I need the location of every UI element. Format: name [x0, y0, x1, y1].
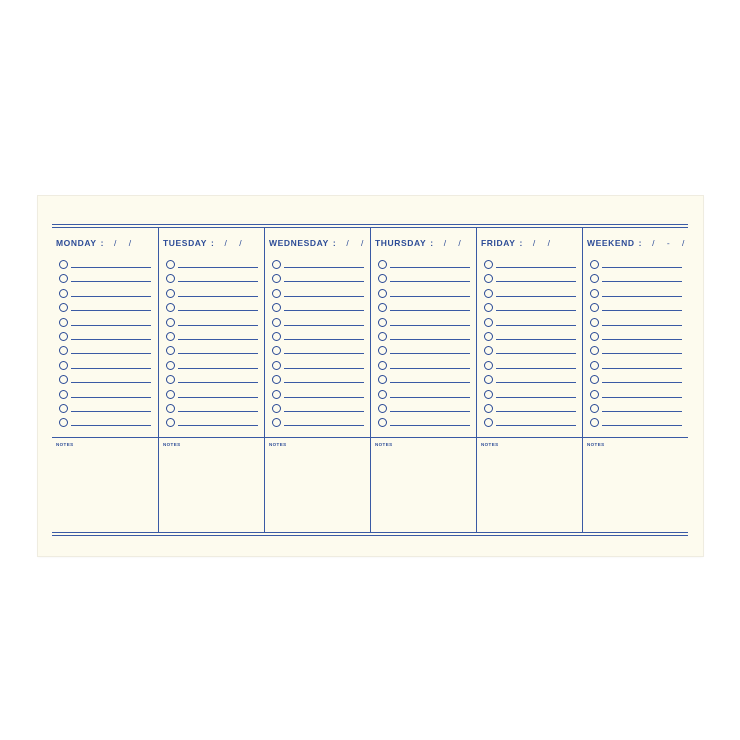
- task-write-line[interactable]: [284, 281, 364, 282]
- date-field[interactable]: / - /: [652, 238, 690, 248]
- task-write-line[interactable]: [496, 339, 576, 340]
- task-item: [166, 388, 258, 402]
- circle-checkbox-icon[interactable]: [590, 361, 599, 370]
- task-write-line[interactable]: [178, 397, 258, 398]
- date-field[interactable]: / /: [224, 238, 247, 248]
- circle-checkbox-icon[interactable]: [484, 303, 493, 312]
- task-write-line[interactable]: [284, 353, 364, 354]
- task-write-line[interactable]: [602, 325, 682, 326]
- circle-checkbox-icon[interactable]: [272, 404, 281, 413]
- task-item: [590, 344, 682, 358]
- circle-checkbox-icon[interactable]: [272, 361, 281, 370]
- circle-checkbox-icon[interactable]: [378, 332, 387, 341]
- day-column-friday: [476, 228, 582, 532]
- task-item: [378, 402, 470, 416]
- day-header: [56, 238, 136, 248]
- notes-label: NOTES: [56, 442, 74, 447]
- task-write-line[interactable]: [602, 310, 682, 311]
- circle-checkbox-icon[interactable]: [590, 375, 599, 384]
- task-write-line[interactable]: [390, 281, 470, 282]
- task-item: [166, 402, 258, 416]
- task-write-line[interactable]: [71, 325, 151, 326]
- day-column-wednesday: [264, 228, 370, 532]
- task-item: [166, 359, 258, 373]
- task-item: [378, 316, 470, 330]
- circle-checkbox-icon[interactable]: [590, 289, 599, 298]
- task-write-line[interactable]: [390, 382, 470, 383]
- task-item: [484, 301, 576, 315]
- task-write-line[interactable]: [284, 411, 364, 412]
- task-write-line[interactable]: [284, 368, 364, 369]
- notes-divider: [371, 437, 476, 438]
- task-write-line[interactable]: [71, 382, 151, 383]
- task-write-line[interactable]: [602, 339, 682, 340]
- notes-label: NOTES: [163, 442, 181, 447]
- task-item: [272, 272, 364, 286]
- day-colon: :: [100, 238, 105, 248]
- circle-checkbox-icon[interactable]: [59, 332, 68, 341]
- task-item: [166, 301, 258, 315]
- task-write-line[interactable]: [284, 296, 364, 297]
- circle-checkbox-icon[interactable]: [59, 361, 68, 370]
- circle-checkbox-icon[interactable]: [484, 418, 493, 427]
- circle-checkbox-icon[interactable]: [590, 260, 599, 269]
- circle-checkbox-icon[interactable]: [378, 260, 387, 269]
- task-write-line[interactable]: [496, 281, 576, 282]
- task-write-line[interactable]: [284, 397, 364, 398]
- circle-checkbox-icon[interactable]: [272, 289, 281, 298]
- circle-checkbox-icon[interactable]: [590, 274, 599, 283]
- task-item: [272, 359, 364, 373]
- day-header: [163, 238, 247, 248]
- task-item: [484, 330, 576, 344]
- circle-checkbox-icon[interactable]: [378, 318, 387, 327]
- task-item: [166, 416, 258, 430]
- notes-label: NOTES: [375, 442, 393, 447]
- task-write-line[interactable]: [390, 368, 470, 369]
- circle-checkbox-icon[interactable]: [378, 375, 387, 384]
- task-item: [59, 330, 151, 344]
- circle-checkbox-icon[interactable]: [272, 390, 281, 399]
- task-write-line[interactable]: [71, 397, 151, 398]
- task-write-line[interactable]: [390, 339, 470, 340]
- task-write-line[interactable]: [496, 382, 576, 383]
- circle-checkbox-icon[interactable]: [378, 274, 387, 283]
- task-item: [590, 416, 682, 430]
- notes-label: NOTES: [587, 442, 605, 447]
- circle-checkbox-icon[interactable]: [590, 418, 599, 427]
- task-write-line[interactable]: [284, 267, 364, 268]
- task-write-line[interactable]: [71, 281, 151, 282]
- day-column-monday: [52, 228, 158, 532]
- notes-divider: [583, 437, 688, 438]
- task-write-line[interactable]: [602, 368, 682, 369]
- circle-checkbox-icon[interactable]: [59, 404, 68, 413]
- task-item: [590, 272, 682, 286]
- circle-checkbox-icon[interactable]: [378, 289, 387, 298]
- circle-checkbox-icon[interactable]: [59, 375, 68, 384]
- task-write-line[interactable]: [390, 267, 470, 268]
- day-colon: :: [638, 238, 643, 248]
- notes-divider: [265, 437, 370, 438]
- circle-checkbox-icon[interactable]: [590, 404, 599, 413]
- task-write-line[interactable]: [390, 310, 470, 311]
- task-item: [378, 272, 470, 286]
- task-item: [272, 301, 364, 315]
- task-item: [590, 258, 682, 272]
- circle-checkbox-icon[interactable]: [59, 390, 68, 399]
- circle-checkbox-icon[interactable]: [272, 375, 281, 384]
- task-item: [484, 258, 576, 272]
- task-item: [590, 316, 682, 330]
- task-item: [484, 373, 576, 387]
- day-header: [481, 238, 555, 248]
- day-name: TUESDAY: [163, 238, 208, 248]
- task-write-line[interactable]: [71, 353, 151, 354]
- task-item: [272, 316, 364, 330]
- task-item: [378, 287, 470, 301]
- circle-checkbox-icon[interactable]: [590, 346, 599, 355]
- circle-checkbox-icon[interactable]: [59, 289, 68, 298]
- task-item: [378, 258, 470, 272]
- task-item: [272, 402, 364, 416]
- task-item: [59, 416, 151, 430]
- task-write-line[interactable]: [602, 281, 682, 282]
- circle-checkbox-icon[interactable]: [378, 303, 387, 312]
- date-field[interactable]: / /: [114, 238, 137, 248]
- circle-checkbox-icon[interactable]: [59, 303, 68, 312]
- task-item: [590, 301, 682, 315]
- weekly-planner-grid: [52, 224, 688, 536]
- day-colon: :: [519, 238, 523, 248]
- circle-checkbox-icon[interactable]: [484, 404, 493, 413]
- task-write-line[interactable]: [496, 411, 576, 412]
- day-colon: :: [332, 238, 337, 248]
- circle-checkbox-icon[interactable]: [166, 289, 175, 298]
- circle-checkbox-icon[interactable]: [484, 390, 493, 399]
- task-item: [378, 416, 470, 430]
- circle-checkbox-icon[interactable]: [378, 404, 387, 413]
- task-item: [272, 330, 364, 344]
- task-write-line[interactable]: [390, 397, 470, 398]
- task-write-line[interactable]: [496, 397, 576, 398]
- task-item: [590, 402, 682, 416]
- task-write-line[interactable]: [496, 310, 576, 311]
- task-checklist: [378, 258, 470, 431]
- task-write-line[interactable]: [284, 425, 364, 426]
- circle-checkbox-icon[interactable]: [272, 332, 281, 341]
- circle-checkbox-icon[interactable]: [272, 274, 281, 283]
- task-write-line[interactable]: [496, 296, 576, 297]
- task-item: [378, 359, 470, 373]
- day-column-weekend: [582, 228, 688, 532]
- circle-checkbox-icon[interactable]: [59, 418, 68, 427]
- task-checklist: [272, 258, 364, 431]
- circle-checkbox-icon[interactable]: [166, 332, 175, 341]
- task-item: [166, 258, 258, 272]
- circle-checkbox-icon[interactable]: [484, 332, 493, 341]
- task-item: [484, 287, 576, 301]
- day-colon: :: [211, 238, 215, 248]
- task-write-line[interactable]: [284, 325, 364, 326]
- circle-checkbox-icon[interactable]: [378, 390, 387, 399]
- task-write-line[interactable]: [390, 353, 470, 354]
- task-write-line[interactable]: [178, 368, 258, 369]
- task-checklist: [484, 258, 576, 431]
- day-column-thursday: [370, 228, 476, 532]
- circle-checkbox-icon[interactable]: [166, 260, 175, 269]
- task-write-line[interactable]: [496, 353, 576, 354]
- task-item: [272, 287, 364, 301]
- task-write-line[interactable]: [178, 325, 258, 326]
- task-item: [166, 344, 258, 358]
- circle-checkbox-icon[interactable]: [484, 361, 493, 370]
- notes-label: NOTES: [269, 442, 287, 447]
- task-item: [378, 330, 470, 344]
- task-checklist: [590, 258, 682, 431]
- task-item: [590, 388, 682, 402]
- task-item: [272, 344, 364, 358]
- circle-checkbox-icon[interactable]: [166, 346, 175, 355]
- task-write-line[interactable]: [602, 411, 682, 412]
- task-item: [272, 373, 364, 387]
- task-write-line[interactable]: [390, 325, 470, 326]
- circle-checkbox-icon[interactable]: [166, 274, 175, 283]
- circle-checkbox-icon[interactable]: [484, 375, 493, 384]
- task-write-line[interactable]: [71, 425, 151, 426]
- day-header: [587, 238, 689, 248]
- notes-divider: [477, 437, 582, 438]
- task-checklist: [59, 258, 151, 431]
- task-item: [59, 402, 151, 416]
- day-column-tuesday: [158, 228, 264, 532]
- task-write-line[interactable]: [602, 397, 682, 398]
- task-write-line[interactable]: [496, 368, 576, 369]
- task-item: [378, 373, 470, 387]
- circle-checkbox-icon[interactable]: [59, 318, 68, 327]
- circle-checkbox-icon[interactable]: [378, 418, 387, 427]
- task-item: [272, 416, 364, 430]
- task-write-line[interactable]: [71, 267, 151, 268]
- task-item: [272, 388, 364, 402]
- day-header: [269, 238, 368, 248]
- task-item: [378, 344, 470, 358]
- task-write-line[interactable]: [284, 339, 364, 340]
- task-write-line[interactable]: [602, 382, 682, 383]
- task-item: [166, 287, 258, 301]
- circle-checkbox-icon[interactable]: [484, 318, 493, 327]
- circle-checkbox-icon[interactable]: [166, 361, 175, 370]
- circle-checkbox-icon[interactable]: [272, 318, 281, 327]
- task-write-line[interactable]: [71, 296, 151, 297]
- task-item: [166, 316, 258, 330]
- circle-checkbox-icon[interactable]: [59, 274, 68, 283]
- day-name: THURSDAY: [375, 238, 427, 248]
- day-header: [375, 238, 466, 248]
- task-item: [59, 359, 151, 373]
- task-item: [59, 344, 151, 358]
- day-colon: :: [430, 238, 434, 248]
- task-item: [484, 416, 576, 430]
- task-item: [166, 330, 258, 344]
- date-field[interactable]: / /: [532, 238, 555, 248]
- day-name: WEEKEND: [587, 238, 635, 248]
- date-field[interactable]: / /: [443, 238, 466, 248]
- task-write-line[interactable]: [390, 425, 470, 426]
- task-write-line[interactable]: [178, 411, 258, 412]
- task-item: [59, 388, 151, 402]
- circle-checkbox-icon[interactable]: [484, 274, 493, 283]
- task-write-line[interactable]: [284, 310, 364, 311]
- task-write-line[interactable]: [71, 368, 151, 369]
- circle-checkbox-icon[interactable]: [166, 418, 175, 427]
- task-item: [484, 316, 576, 330]
- task-item: [272, 258, 364, 272]
- task-item: [590, 330, 682, 344]
- task-item: [166, 272, 258, 286]
- circle-checkbox-icon[interactable]: [590, 332, 599, 341]
- task-write-line[interactable]: [390, 411, 470, 412]
- notes-divider: [159, 437, 264, 438]
- task-write-line[interactable]: [284, 382, 364, 383]
- day-name: MONDAY: [56, 238, 97, 248]
- task-write-line[interactable]: [602, 353, 682, 354]
- circle-checkbox-icon[interactable]: [590, 390, 599, 399]
- task-write-line[interactable]: [602, 267, 682, 268]
- task-item: [590, 359, 682, 373]
- task-write-line[interactable]: [496, 267, 576, 268]
- task-write-line[interactable]: [178, 281, 258, 282]
- task-write-line[interactable]: [178, 296, 258, 297]
- circle-checkbox-icon[interactable]: [59, 260, 68, 269]
- task-item: [378, 301, 470, 315]
- task-write-line[interactable]: [178, 382, 258, 383]
- task-write-line[interactable]: [178, 267, 258, 268]
- task-item: [484, 359, 576, 373]
- task-item: [59, 258, 151, 272]
- task-item: [590, 287, 682, 301]
- task-item: [484, 402, 576, 416]
- circle-checkbox-icon[interactable]: [378, 346, 387, 355]
- circle-checkbox-icon[interactable]: [484, 260, 493, 269]
- task-write-line[interactable]: [496, 325, 576, 326]
- task-item: [59, 272, 151, 286]
- task-write-line[interactable]: [71, 339, 151, 340]
- task-write-line[interactable]: [178, 425, 258, 426]
- task-write-line[interactable]: [178, 310, 258, 311]
- task-write-line[interactable]: [178, 353, 258, 354]
- task-item: [484, 388, 576, 402]
- circle-checkbox-icon[interactable]: [484, 346, 493, 355]
- day-name: WEDNESDAY: [269, 238, 329, 248]
- task-write-line[interactable]: [390, 296, 470, 297]
- circle-checkbox-icon[interactable]: [272, 260, 281, 269]
- date-field[interactable]: / /: [346, 238, 369, 248]
- circle-checkbox-icon[interactable]: [484, 289, 493, 298]
- circle-checkbox-icon[interactable]: [166, 318, 175, 327]
- day-name: FRIDAY: [481, 238, 516, 248]
- circle-checkbox-icon[interactable]: [166, 390, 175, 399]
- circle-checkbox-icon[interactable]: [590, 303, 599, 312]
- task-item: [378, 388, 470, 402]
- task-item: [59, 301, 151, 315]
- circle-checkbox-icon[interactable]: [59, 346, 68, 355]
- notes-label: NOTES: [481, 442, 499, 447]
- circle-checkbox-icon[interactable]: [166, 375, 175, 384]
- task-item: [166, 373, 258, 387]
- task-item: [590, 373, 682, 387]
- task-checklist: [166, 258, 258, 431]
- task-item: [484, 272, 576, 286]
- circle-checkbox-icon[interactable]: [272, 303, 281, 312]
- task-item: [59, 316, 151, 330]
- circle-checkbox-icon[interactable]: [166, 404, 175, 413]
- circle-checkbox-icon[interactable]: [166, 303, 175, 312]
- task-write-line[interactable]: [602, 425, 682, 426]
- circle-checkbox-icon[interactable]: [272, 418, 281, 427]
- task-item: [59, 373, 151, 387]
- task-write-line[interactable]: [496, 425, 576, 426]
- task-write-line[interactable]: [602, 296, 682, 297]
- task-write-line[interactable]: [71, 411, 151, 412]
- circle-checkbox-icon[interactable]: [272, 346, 281, 355]
- task-item: [59, 287, 151, 301]
- task-write-line[interactable]: [178, 339, 258, 340]
- notes-divider: [52, 437, 158, 438]
- circle-checkbox-icon[interactable]: [590, 318, 599, 327]
- circle-checkbox-icon[interactable]: [378, 361, 387, 370]
- task-item: [484, 344, 576, 358]
- task-write-line[interactable]: [71, 310, 151, 311]
